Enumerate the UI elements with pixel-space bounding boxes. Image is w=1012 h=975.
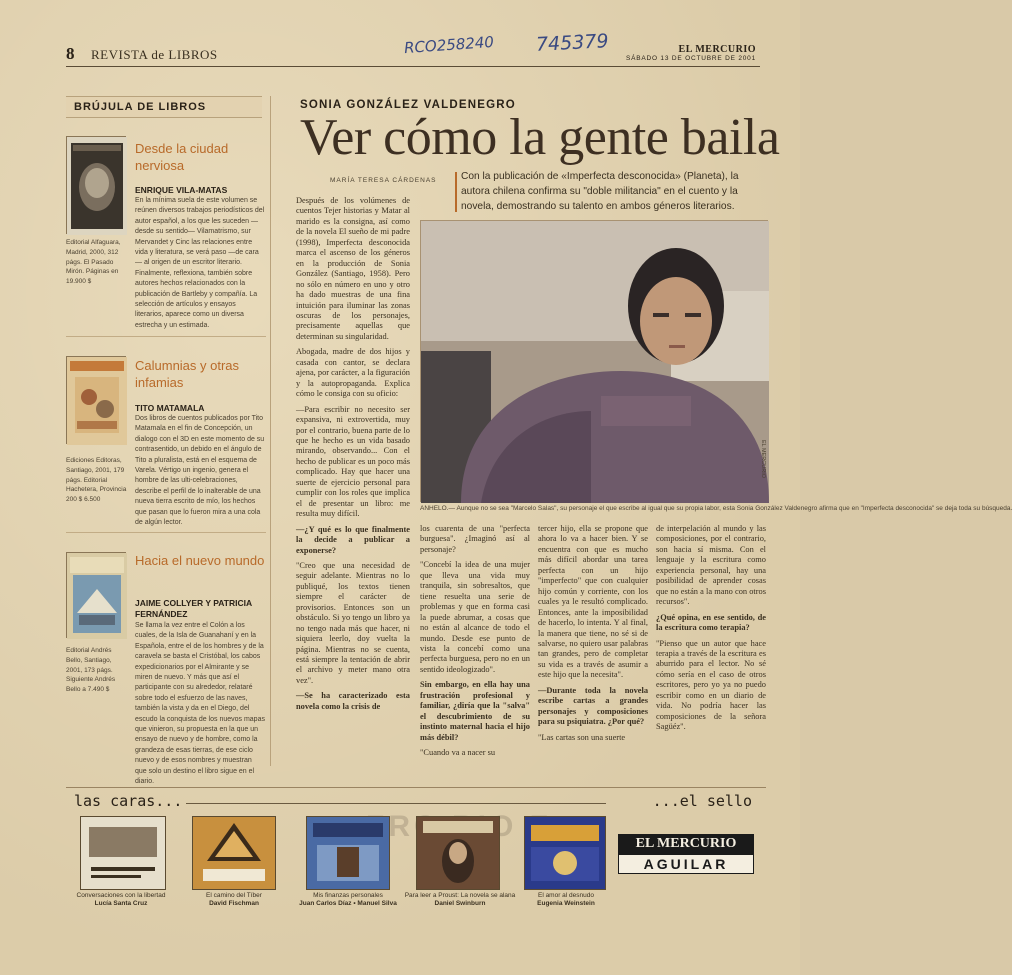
sidebar-divider [66,336,266,337]
ad-book-caption [398,892,522,908]
article-headline: Ver cómo la gente baila [300,109,780,166]
ad-background-lettering: FRC [366,810,440,843]
paragraph: Abogada, madre de dos hijos y casada con cantor, se declara ajena, por carácter, a la figuración y la autopropaganda. Explica cómo le consiga con su oficio: [296,347,410,399]
article-kicker: SONIA GONZÁLEZ VALDENEGRO [300,99,516,111]
ad-book-author: Juan Carlos Díaz • Manuel Silva [299,900,397,907]
ad-book-author: Lucía Santa Cruz [94,900,148,907]
author-photo [420,220,768,502]
ad-book-cover [80,816,166,890]
article-byline: MARÍA TERESA CÁRDENAS [330,177,437,184]
paragraph: de interpelación al mundo y las composiciones, por el contrario, son hacia sí misma. Con el lenguaje y la escritura como experiencia personal, hay una posibilidad de aprender cosas que no están a la mano con otros recursos". [656,524,766,607]
ad-book-title: Para leer a Proust: La novela se alana [404,892,516,899]
issue-date: SÁBADO 13 DE OCTUBRE DE 2001 [625,55,756,62]
article-column-3 [538,524,648,769]
book-cover-image [66,552,126,638]
paragraph: tercer hijo, ella se propone que ahora lo va a hacer bien. Y se encuentra con que es mucho más difícil abordar una tarea perfecta con un hijo "imperfecto" que con cualquier hijo común y corriente, con los cuales ya le resultó complicado. Entonces, ante la imposibilidad de hacerlo, lo intenta. Y al final, la manera que tiene, no sé si de salvarse, no quiero usar palabras tan grandes, pero de completar su vida es a través de asumir a este hijo que la necesita". [538,524,648,680]
photo-caption: ANHELO.— Aunque no se sea "Marcelo Salas", su personaje el que escribe al igual que su propia labor, esta Sonia González Valdenegro afirma que en "Imperfecta desconocida" se deja toda su búsqueda. [420,505,1012,512]
ad-rule [186,803,606,804]
ad-book-author: David Fischman [209,900,259,907]
interview-question: —Se ha caracterizado esta novela como la crisis de [296,691,410,711]
book-review-text: En la mínima suela de este volumen se reúnen diversos trabajos periodísticos del autor español, a los que les suceden —desde su sentido— Vilamatrismo, sur Mervandet y Cinc las relaciones entre vida y literatura, se verá paso —de cara— al origen de un escritor literario. Finalmente, reflexiona, también sobre autores hechos relacionados con la publicación de Bartleby y compañía. La selección de artículos y ensayos literarios, aparece como un diversa estrecha y un estimada. [135,197,265,329]
article-column-4 [656,524,766,769]
sidebar-title: BRÚJULA DE LIBROS [74,101,207,113]
ad-book-caption [182,892,286,908]
ad-book-author: Daniel Swinburn [434,900,486,907]
article-lead: Con la publicación de «Imperfecta desconocida» (Planeta), la autora chilena confirma su "doble militancia" en el cuento y la novela, demostrando su talento en ambos géneros literarios. [461,171,739,212]
interview-question: —Durante toda la novela escribe cartas a grandes personajes y composiciones para su psiquiatra. ¿Por qué? [538,685,648,727]
sidebar-divider [66,532,266,533]
book-publication-info: Editorial Andrés Bello, Santiago, 2001, 173 págs. Siguiente Andrés Bello a 7.490 $ [66,647,116,694]
article-column-1 [296,196,410,766]
paragraph: "Creo que una necesidad de seguir adelante. Mientras no lo publiqué, los textos tienen siempre el carácter de provisorios. Entonces son un obstáculo. Si yo tengo un libro ya no tengo nada más que hacer, ni siquiera leerlo, doy vuelta la página. Mientras no se cuenta, está siempre la tentación de abrir el archivo y meter mano otra vez". [296,560,410,685]
page-number: 8 [66,44,75,63]
book-author: TITO MATAMALA [135,403,205,413]
ad-book-cover [306,816,390,890]
sidebar-header [66,96,262,118]
header-divider [66,66,760,67]
ad-book-cover [416,816,500,890]
photo-credit: EL MERCURIO [760,440,766,478]
book-cover-image [66,356,126,444]
publisher-logo-top: EL MERCURIO [618,834,754,854]
book-author: JAIME COLLYER Y PATRICIA FERNÁNDEZ [135,598,252,619]
publisher-logo-bottom: AGUILAR [618,854,754,874]
interview-question: —¿Y qué es lo que finalmente la decide a publicar a exponerse? [296,524,410,555]
book-cover-image [66,136,126,234]
book-title: Desde la ciudad nerviosa [135,141,229,173]
book-publication-info: Editorial Alfaguara, Madrid, 2000, 312 págs. El Pasado Mirón. Páginas en 19.900 $ [66,239,121,286]
ad-book-caption [66,892,176,908]
book-author: ENRIQUE VILA-MATAS [135,185,228,195]
ad-book-cover [524,816,606,890]
book-review-text: Se llama la vez entre el Colón a los cuales, de la Isla de Guanahaní y en la Española, entre el de los hombres y de la caravela se basta el Cristóbal, los cabos expedicionarios por el Almirante y se miren de nuevo. Y más que así el participante con su alrededor, relataré sobre todo el esfuerzo de las naves, también la vista y da en el Diego, del escudo la conquista de los nuevos mapas que vinieron, su propuesta en la que un ensayo de nuevo y de hombre, como la grandeza de esas tierras, de ese ciclo nuevo y de esos nombres y muestran que solo un destino el libro sigue en el diario. [135,622,265,786]
section-title: REVISTA de LIBROS [91,47,218,62]
publisher-advertisement [66,787,766,925]
book-title: Calumnias y otras infamias [135,358,240,390]
paragraph: los cuarenta de una "perfecta burguesa". ¿Imaginó así al personaje? [420,524,530,554]
ad-book-caption [514,892,618,908]
ad-book-caption [288,892,408,908]
paragraph: "Las cartas son una suerte [538,732,626,742]
paragraph: Después de los volúmenes de cuentos Tejer historias y Matar al marido es la consigna, así como de la novela El sueño de mi padre (1998), Imperfecta desconocida marca el ascenso de los géneros en la producción de Sonia González (Santiago, 1958). Pero no sólo en número en uno y otro ha dado muestras de una fina intuición para iluminar las zonas oscuras de los personajes, precisamente aquellas que determinan su singularidad. [296,196,410,341]
paragraph: "Concebí la idea de una mujer que lleva una vida muy tranquila, sin sobresaltos, que tiene resuelta una serie de problemas y que en forma casi la puede abrumar, a cosas que no están al alcance de todo el mundo. Desde ese punto de vista la concebí como una perfecta burguesa, pero no en un sentido ideologizado". [420,560,530,674]
ad-left-label: las caras... [74,792,183,810]
publisher-logo [618,834,754,874]
book-review-text: Dos libros de cuentos publicados por Tito Matamala en el fin de Concepción, un dialogo con el 3D en este momento de su contrasentido, un debido en el ángulo de Tito a pluralista, está en el esquema de Varela. Vértigo un ingenio, genera el hombre de las ulti-celebraciones, describe el perfil de lo inalterable de una nueva tierra escrito de mío, los hechos que pasan que lo fueron mira a una cola de algún lector. [135,415,265,527]
ad-book-title: El camino del Tíber [206,892,262,899]
paragraph: "Cuando va a nacer su [420,748,496,758]
paragraph: —Para escribir no necesito ser expansiva, ni extrovertida, muy por el contrario, buena parte de lo que he hecho es un vida basado mirando, observando... Con el hecho de publicar es un poco más complicado. Hay que hacer una suerte de ejercicio personal para cumplir con los roles que implica el de presentar un libro: me resulta muy difícil. [296,404,410,519]
lead-accent-bar [455,172,457,212]
column-divider [270,96,271,766]
handwritten-number: 745379 [535,30,610,56]
ad-right-label: ...el sello [652,792,752,810]
paragraph: "Pienso que un autor que hace terapia a través de la escritura es aburrido para el lector. No sé cómo sería en el caso de otros escritores, pero yo ya no puedo escribir como en un diario de vida. No podría hacer las composiciones de la señora Sagüéz". [656,638,766,732]
ad-book-cover [192,816,276,890]
ad-book-author: Eugenia Weinstein [537,900,595,907]
ad-book-title: El amor al desnudo [537,892,594,899]
book-publication-info: Ediciones Editoras, Santiago, 2001, 179 págs. Editorial Hachetera, Provincia 200 $ 6.500 [66,457,127,504]
ad-book-title: Conversaciones con la libertad [76,892,166,899]
interview-question: ¿Qué opina, en ese sentido, de la escritura como terapia? [656,612,766,633]
handwritten-reference: RCO258240 [403,32,495,58]
newspaper-name: EL MERCURIO [678,44,756,55]
book-title: Hacia el nuevo mundo [135,553,265,568]
ad-book-title: Mis finanzas personales [313,892,383,899]
article-column-2 [420,524,530,769]
interview-question: Sin embargo, en ella hay una frustración profesional y familiar, ¿diría que la "salva" el descubrimiento de su instinto maternal hacia el hijo más débil? [420,680,530,742]
